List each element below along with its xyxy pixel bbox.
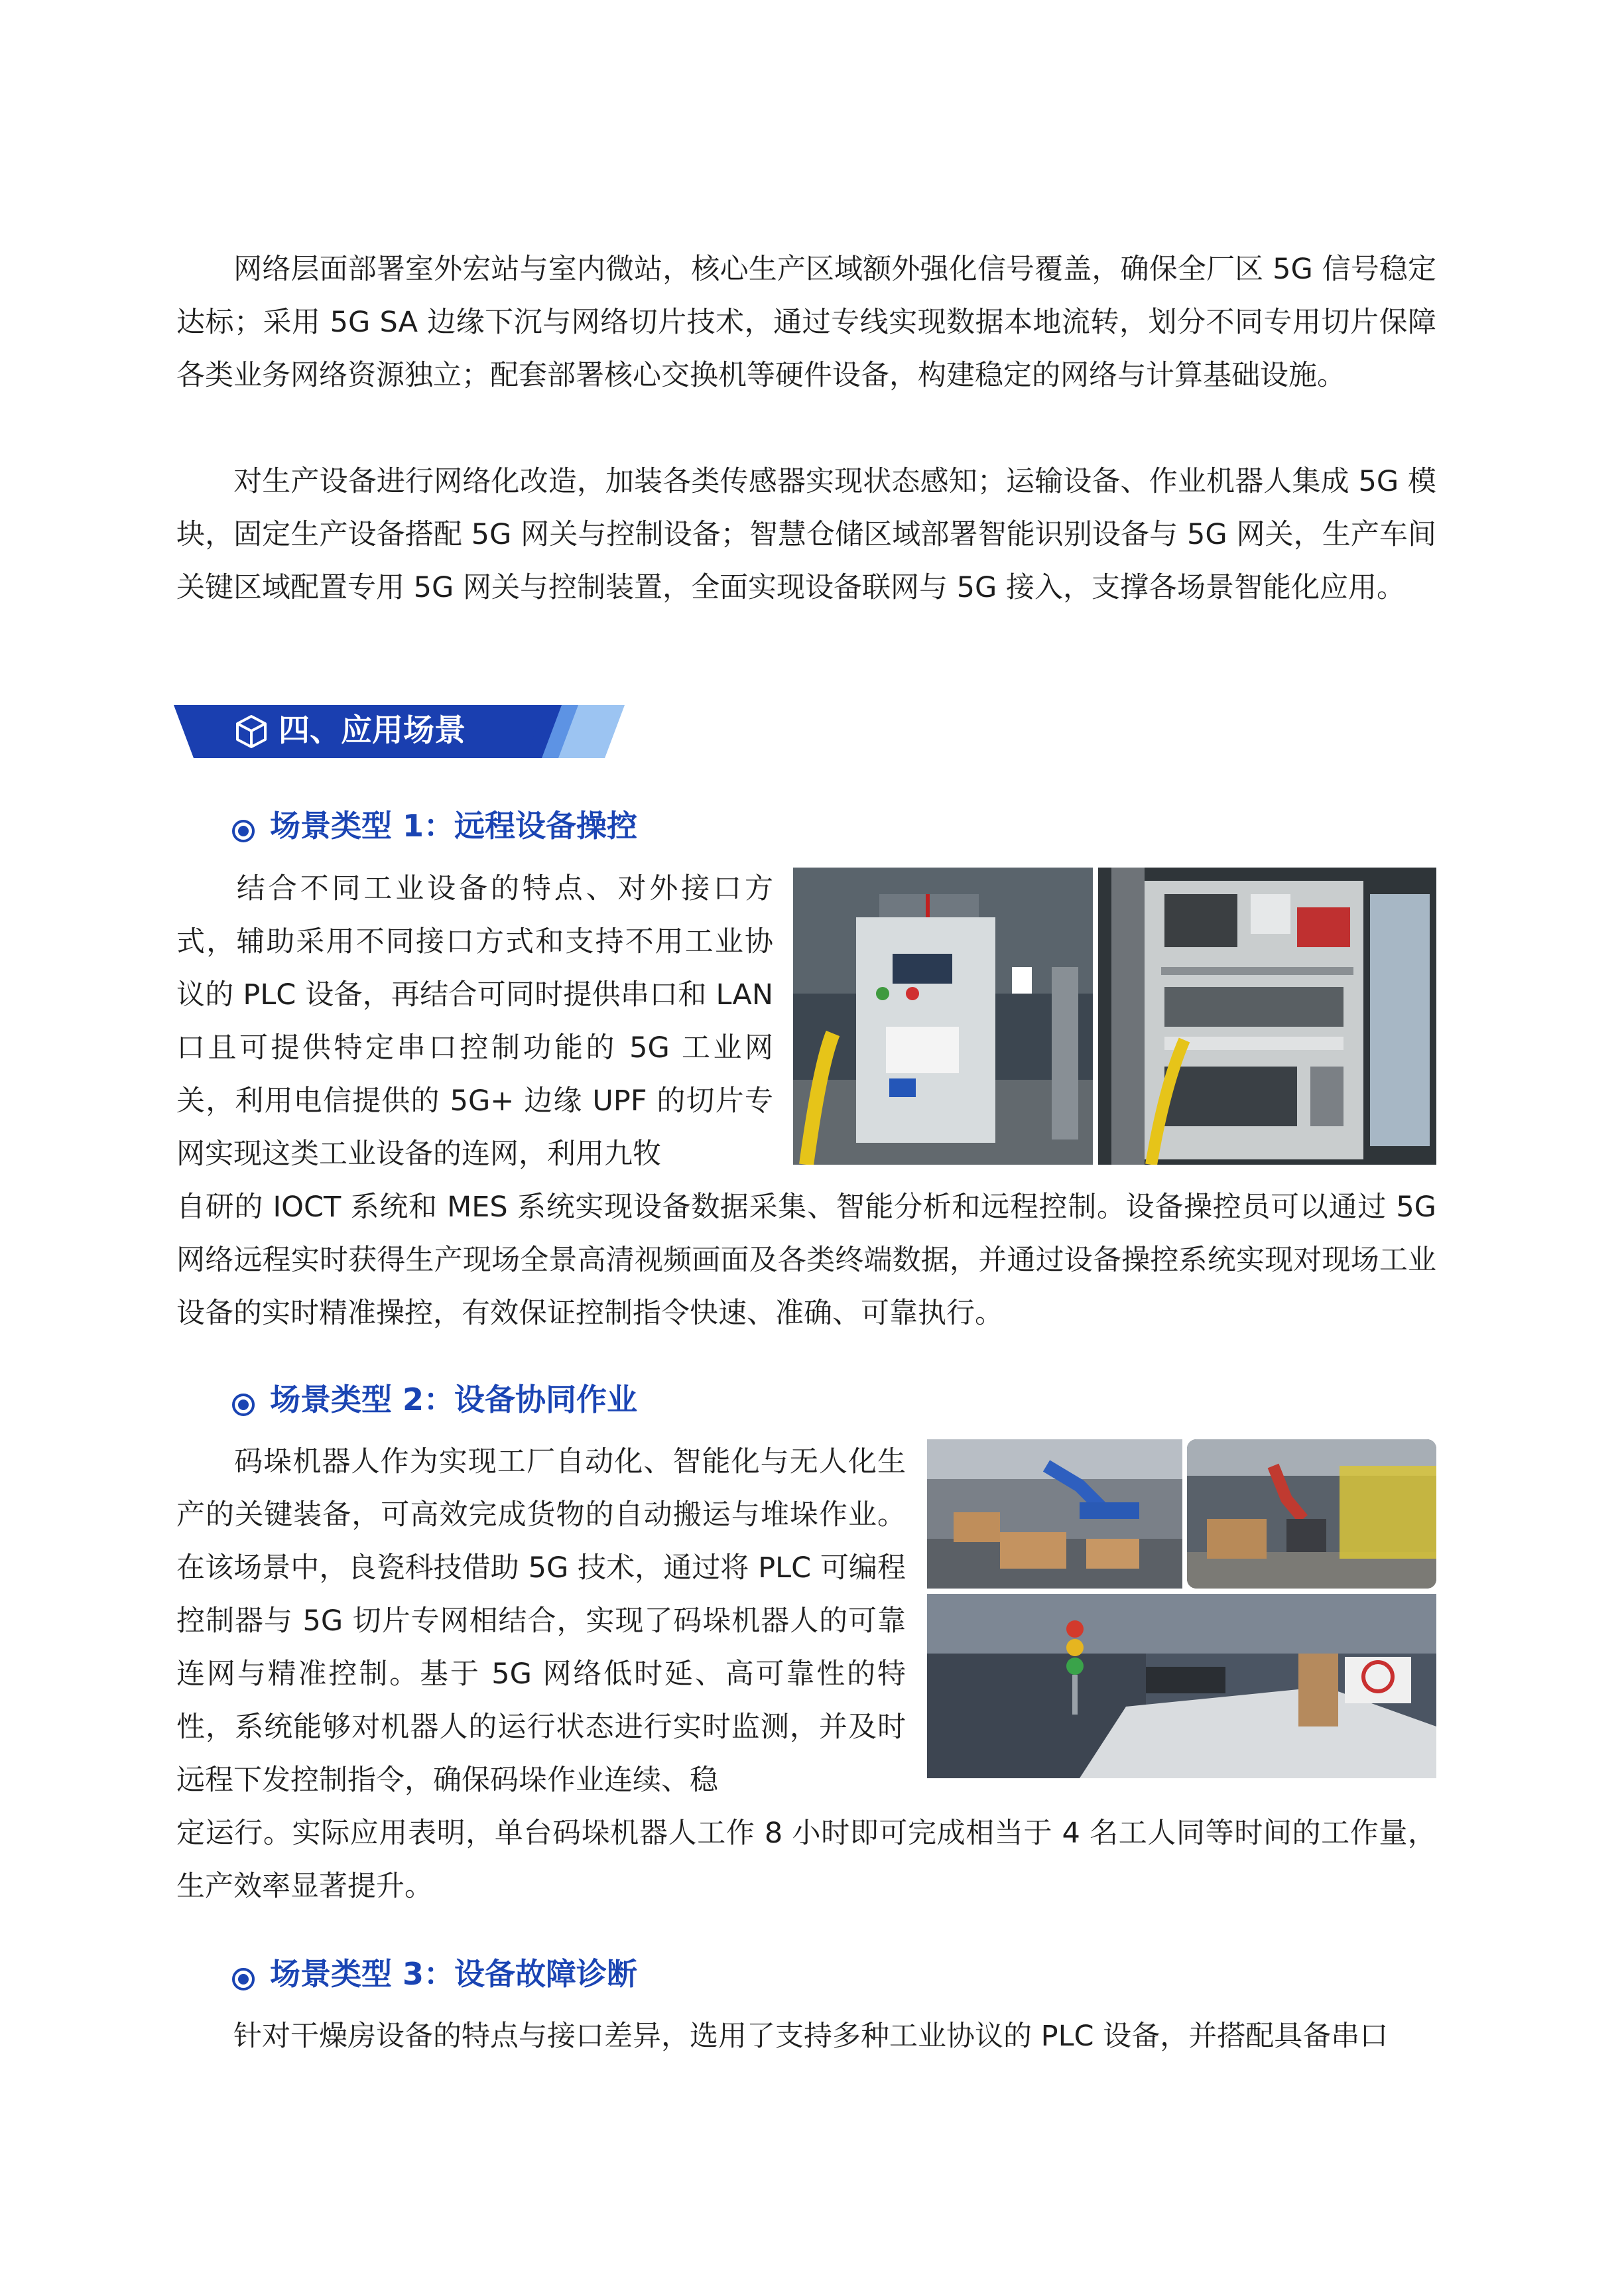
intro-paragraph-1-text: 网络层面部署室外宏站与室内微站，核心生产区域额外强化信号覆盖，确保全厂区 5G 信号稳定达标；采用 5G SA 边缘下沉与网络切片技术，通过专线实现数据本地流转，划分不同专用切片保障各类业务网络资源独立；配套部署核心交换机等硬件设备，构建稳定的网络与计算基础设施。 [176, 253, 1436, 392]
section-title: 四、应用场景 [279, 712, 466, 749]
scene-1-text-full [176, 1181, 1436, 1340]
scene-2-heading-text: 场景类型 2：设备协同作业 [270, 1382, 638, 1417]
scene-2-text-wrapped [176, 1435, 906, 1807]
intro-paragraph-2-text: 对生产设备进行网络化改造，加装各类传感器实现状态感知；运输设备、作业机器人集成 5G 模块，固定生产设备搭配 5G 网关与控制设备；智慧仓储区域部署智能识别设备与 5G 网关，生产车间关键区域配置专用 5G 网关与控制装置，全面实现设备联网与 5G 接入，支撑各场景智能化应用。 [176, 465, 1436, 604]
scene-3-text-content: 针对干燥房设备的特点与接口差异，选用了支持多种工业协议的 PLC 设备，并搭配具备串口 [233, 2020, 1389, 2053]
scene-1-text-wrapped [176, 862, 773, 1181]
radio-dot-icon [231, 1386, 255, 1410]
palletizing-robot-photo [927, 1439, 1182, 1589]
section-banner [174, 702, 625, 761]
radio-dot-icon [231, 813, 255, 836]
intro-paragraph-1 [176, 243, 1436, 402]
scene-1-heading-text: 场景类型 1：远程设备操控 [270, 808, 638, 844]
conveyor-signal-light-photo [927, 1594, 1436, 1778]
scene-2-text-full [176, 1807, 1436, 1913]
scene-3-heading-text: 场景类型 3：设备故障诊断 [270, 1956, 638, 1992]
scene-1-text-full-content: 自研的 IOCT 系统和 MES 系统实现设备数据采集、智能分析和远程控制。设备操控员可以通过 5G 网络远程实时获得生产现场全景高清视频画面及各类终端数据，并通过设备操控系统实现对现场工业设备的实时精准操控，有效保证控制指令快速、准确、可靠执行。 [176, 1191, 1436, 1330]
robot-cell-fence-photo [1187, 1439, 1436, 1589]
scene-2-text-wrapped-content: 码垛机器人作为实现工厂自动化、智能化与无人化生产的关键装备，可高效完成货物的自动搬运与堆垛作业。在该场景中，良瓷科技借助 5G 技术，通过将 PLC 可编程控制器与 5G 切片专网相结合，实现了码垛机器人的可靠连网与精准控制。基于 5G 网络低时延、高可靠性的特性，系统能够对机器人的运行状态进行实时监测，并及时远程下发控制指令，确保码垛作业连续、稳 [176, 1445, 906, 1797]
intro-paragraph-2 [176, 455, 1436, 614]
scene-2-text-full-content: 定运行。实际应用表明，单台码垛机器人工作 8 小时即可完成相当于 4 名工人同等时间的工作量，生产效率显著提升。 [176, 1817, 1436, 1903]
cube-icon [233, 714, 269, 749]
control-cabinet-photo [793, 868, 1093, 1165]
scene-1-text-wrapped-content: 结合不同工业设备的特点、对外接口方式，辅助采用不同接口方式和支持不用工业协议的 PLC 设备，再结合可同时提供串口和 LAN 口且可提供特定串口控制功能的 5G 工业网关，利用电信提供的 5G+ 边缘 UPF 的切片专网实现这类工业设备的连网，利用九牧 [176, 872, 773, 1171]
radio-dot-icon [231, 1961, 255, 1985]
open-electrical-panel-photo [1098, 868, 1436, 1165]
scene-3-text [176, 2010, 1436, 2063]
